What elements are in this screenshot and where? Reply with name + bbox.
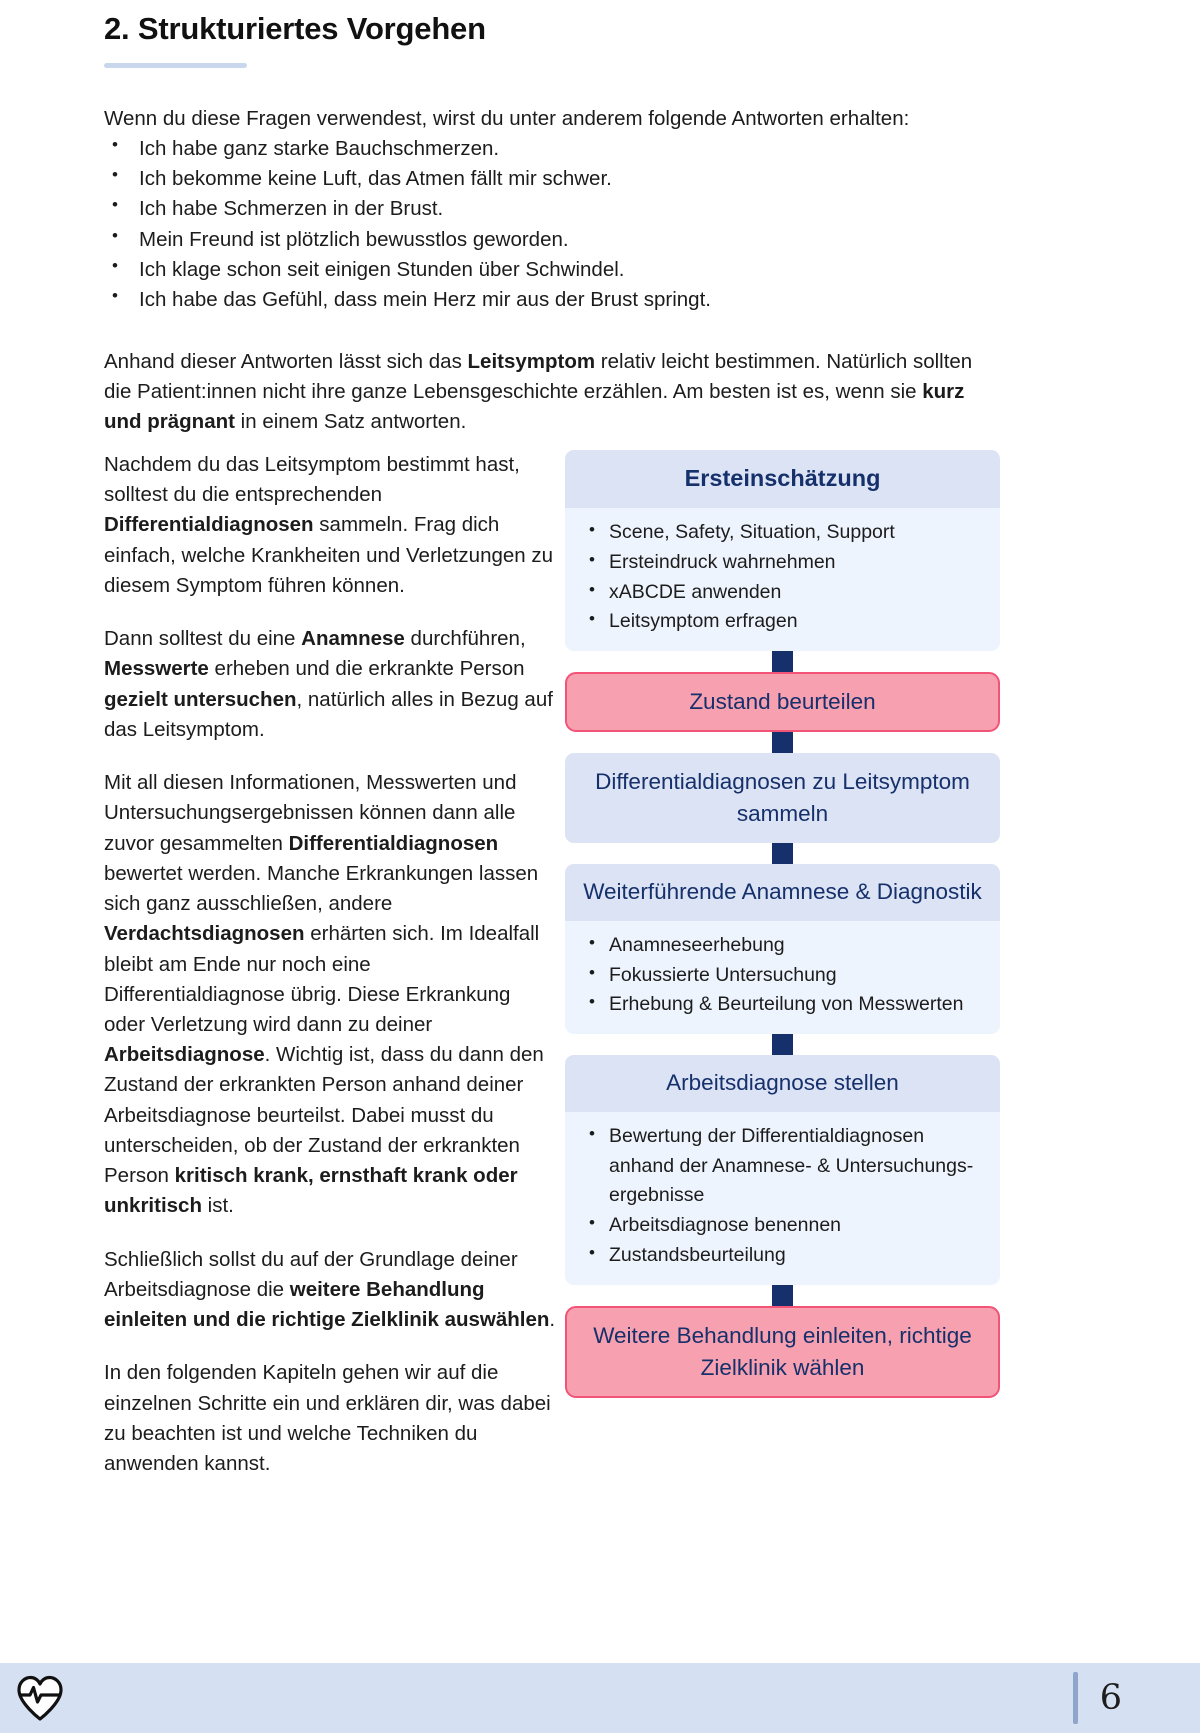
flow-step-bullet-item: • Erhebung & Beurteilung von Messwerten	[583, 990, 982, 1020]
heart-ecg-logo-icon	[14, 1673, 66, 1723]
flow-connector	[772, 732, 793, 753]
intro-bullet-item: • Ich klage schon seit einigen Stunden über Schwindel.	[104, 255, 960, 285]
flow-step-bullet-item: • Zustandsbeurteilung	[583, 1241, 982, 1271]
flow-step-bullet-item: • xABCDE anwenden	[583, 578, 982, 608]
intro-block	[104, 104, 960, 315]
page-title: 2. Strukturiertes Vorgehen	[104, 11, 486, 46]
flow-step-bullet-list	[583, 931, 982, 1020]
flow-step-bullet-item: • Scene, Safety, Situation, Support	[583, 518, 982, 548]
flow-step-body	[565, 508, 1000, 651]
flow-connector	[772, 1285, 793, 1306]
flow-step-bullet-item: • Leitsymptom erfragen	[583, 607, 982, 637]
intro-bullet-item: • Ich habe Schmerzen in der Brust.	[104, 194, 960, 224]
flow-step-bullet-item: • Arbeitsdiagnose benennen	[583, 1211, 982, 1241]
flow-step-card	[565, 1055, 1000, 1285]
flow-step-plain-box: Differentialdiagnosen zu Leitsymptom sammeln	[565, 753, 1000, 843]
body-paragraph: Mit all diesen Informationen, Messwerten und Untersuchungsergebnissen können dann alle zuvor gesammelten Differentialdiagnosen bewertet werden. Manche Erkrankungen lassen sich ganz ausschließen, andere Verdachtsdiagnosen erhärten sich. Im Idealfall bleibt am Ende nur noch eine Differentialdiagnose übrig. Diese Erkrankung oder Verletzung wird dann zu deiner Arbeitsdiagnose. Wichtig ist, dass du dann den Zustand der erkrankten Person anhand deiner Arbeitsdiagnose beurteilst. Dabei musst du unterscheiden, ob der Zustand der erkrankten Person kritisch krank, ernsthaft krank oder unkritisch ist.	[104, 771, 544, 1218]
intro-bullet-item: • Ich habe das Gefühl, dass mein Herz mir aus der Brust springt.	[104, 285, 960, 315]
footer-page-indicator	[1073, 1663, 1200, 1733]
body-paragraph: Nachdem du das Leitsymptom bestimmt hast, solltest du die entsprechenden Differentialdiagnosen sammeln. Frag dich einfach, welche Krankheiten und Verletzungen zu diesem Symptom führen können.	[104, 453, 554, 597]
leitsymptom-paragraph: Anhand dieser Antworten lässt sich das Leitsymptom relativ leicht bestimmen. Natürlich sollten die Patient:innen nicht ihre ganze Lebensgeschichte erzählen. Am besten ist es, wenn sie kurz und prägnant in einem Satz antworten.	[104, 350, 973, 434]
flow-connector	[772, 1034, 793, 1055]
flow-step-title: Arbeitsdiagnose stellen	[565, 1055, 1000, 1112]
intro-lead-paragraph: Wenn du diese Fragen verwendest, wirst du unter anderem folgende Antworten erhalten:	[104, 107, 910, 130]
flow-step-bullet-list	[583, 518, 982, 637]
flow-step-card	[565, 864, 1000, 1034]
flow-connector	[772, 651, 793, 672]
flow-step-body	[565, 921, 1000, 1034]
flow-step-bullet-item: • Fokussierte Untersuchung	[583, 961, 982, 991]
flow-step-title: Weiterführende Anamnese & Diagnostik	[565, 864, 1000, 921]
intro-bullet-item: • Ich habe ganz starke Bauchschmerzen.	[104, 134, 960, 164]
flow-step-card	[565, 450, 1000, 651]
process-flowchart	[565, 450, 1000, 1398]
flow-step-highlight-box: Zustand beurteilen	[565, 672, 1000, 732]
flow-step-bullet-item: • Ersteindruck wahrnehmen	[583, 548, 982, 578]
page-number: 6	[1099, 1677, 1122, 1718]
left-text-column	[104, 450, 556, 1479]
body-paragraph: Schließlich sollst du auf der Grundlage deiner Arbeitsdiagnose die weitere Behandlung einleiten und die richtige Zielklinik auswählen.	[104, 1247, 556, 1332]
flow-step-highlight-box: Weitere Behandlung einleiten, richtige Zielklinik wählen	[565, 1306, 1000, 1398]
flow-step-bullet-item: • Bewertung der Differentialdiagnosen anhand der Anamnese- & Untersuchungs-ergebnisse	[583, 1122, 982, 1211]
flow-step-bullet-list	[583, 1122, 982, 1271]
intro-bullet-list	[104, 134, 960, 315]
intro-bullet-item: • Mein Freund ist plötzlich bewusstlos geworden.	[104, 225, 960, 255]
footer-divider	[1073, 1672, 1078, 1724]
body-paragraph: In den folgenden Kapiteln gehen wir auf die einzelnen Schritte ein und erklären dir, was dabei zu beachten ist und welche Techniken du anwenden kannst.	[104, 1361, 551, 1476]
page-heading-block	[104, 10, 1064, 68]
heading-underline-rule	[104, 63, 247, 68]
flow-step-title: Ersteinschätzung	[565, 450, 1000, 508]
flow-step-bullet-item: • Anamneseerhebung	[583, 931, 982, 961]
intro-bullet-item: • Ich bekomme keine Luft, das Atmen fällt mir schwer.	[104, 164, 960, 194]
flow-step-body	[565, 1112, 1000, 1285]
flow-connector	[772, 843, 793, 864]
body-paragraph: Dann solltest du eine Anamnese durchführen, Messwerte erheben und die erkrankte Person gezielt untersuchen, natürlich alles in Bezug auf das Leitsymptom.	[104, 627, 553, 741]
page-footer	[0, 1663, 1200, 1733]
